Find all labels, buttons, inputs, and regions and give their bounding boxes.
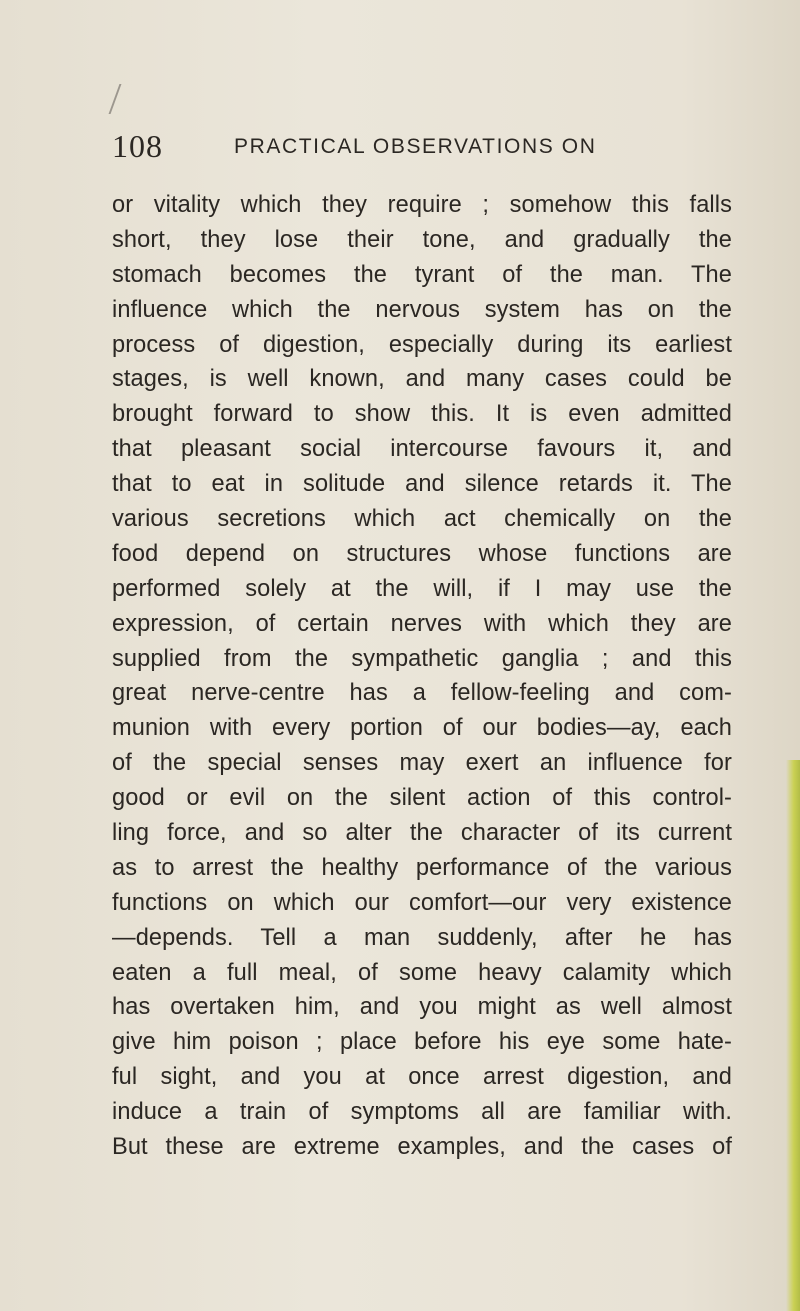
text-line: ling force, and so alter the character of its current — [112, 820, 732, 847]
text-line: stomach becomes the tyrant of the man. The — [112, 261, 732, 288]
text-line: as to arrest the healthy performance of the various — [112, 854, 732, 881]
text-line: of the special senses may exert an influence for — [112, 750, 732, 777]
text-line: brought forward to show this. It is even admitted — [112, 401, 732, 428]
text-line: that to eat in solitude and silence retards it. The — [112, 471, 732, 498]
text-line: give him poison ; place before his eye some hate- — [112, 1029, 732, 1056]
text-line: or vitality which they require ; somehow this falls — [112, 192, 732, 218]
text-line: expression, of certain nerves with which they are — [112, 610, 732, 637]
text-line: has overtaken him, and you might as well almost — [112, 994, 732, 1021]
text-line: induce a train of symptoms all are familiar with. — [112, 1099, 732, 1126]
page-number: 108 — [112, 128, 163, 164]
text-line: process of digestion, especially during its earliest — [112, 331, 732, 358]
text-line: stages, is well known, and many cases could be — [112, 366, 732, 393]
pencil-mark — [109, 84, 132, 114]
page-header — [112, 128, 732, 164]
text-line: —depends. Tell a man suddenly, after he has — [112, 924, 732, 951]
text-line: various secretions which act chemically on the — [112, 506, 732, 533]
text-line: But these are extreme examples, and the cases of — [112, 1134, 732, 1161]
text-line: influence which the nervous system has on the — [112, 296, 732, 323]
text-line: good or evil on the silent action of this control- — [112, 785, 732, 812]
text-line: eaten a full meal, of some heavy calamity which — [112, 959, 732, 986]
text-line: munion with every portion of our bodies—ay, each — [112, 715, 732, 742]
running-head: PRACTICAL OBSERVATIONS ON — [234, 135, 597, 158]
text-line: that pleasant social intercourse favours it, and — [112, 436, 732, 463]
text-line: performed solely at the will, if I may use the — [112, 575, 732, 602]
text-line: functions on which our comfort—our very existence — [112, 889, 732, 916]
text-line: ful sight, and you at once arrest digestion, and — [112, 1064, 732, 1091]
text-line: food depend on structures whose functions are — [112, 540, 732, 567]
page-edge — [786, 760, 800, 1311]
text-line: supplied from the sympathetic ganglia ; and this — [112, 645, 732, 672]
body-text — [112, 188, 732, 1165]
text-line: great nerve-centre has a fellow-feeling and com- — [112, 680, 732, 707]
text-line: short, they lose their tone, and gradually the — [112, 226, 732, 253]
